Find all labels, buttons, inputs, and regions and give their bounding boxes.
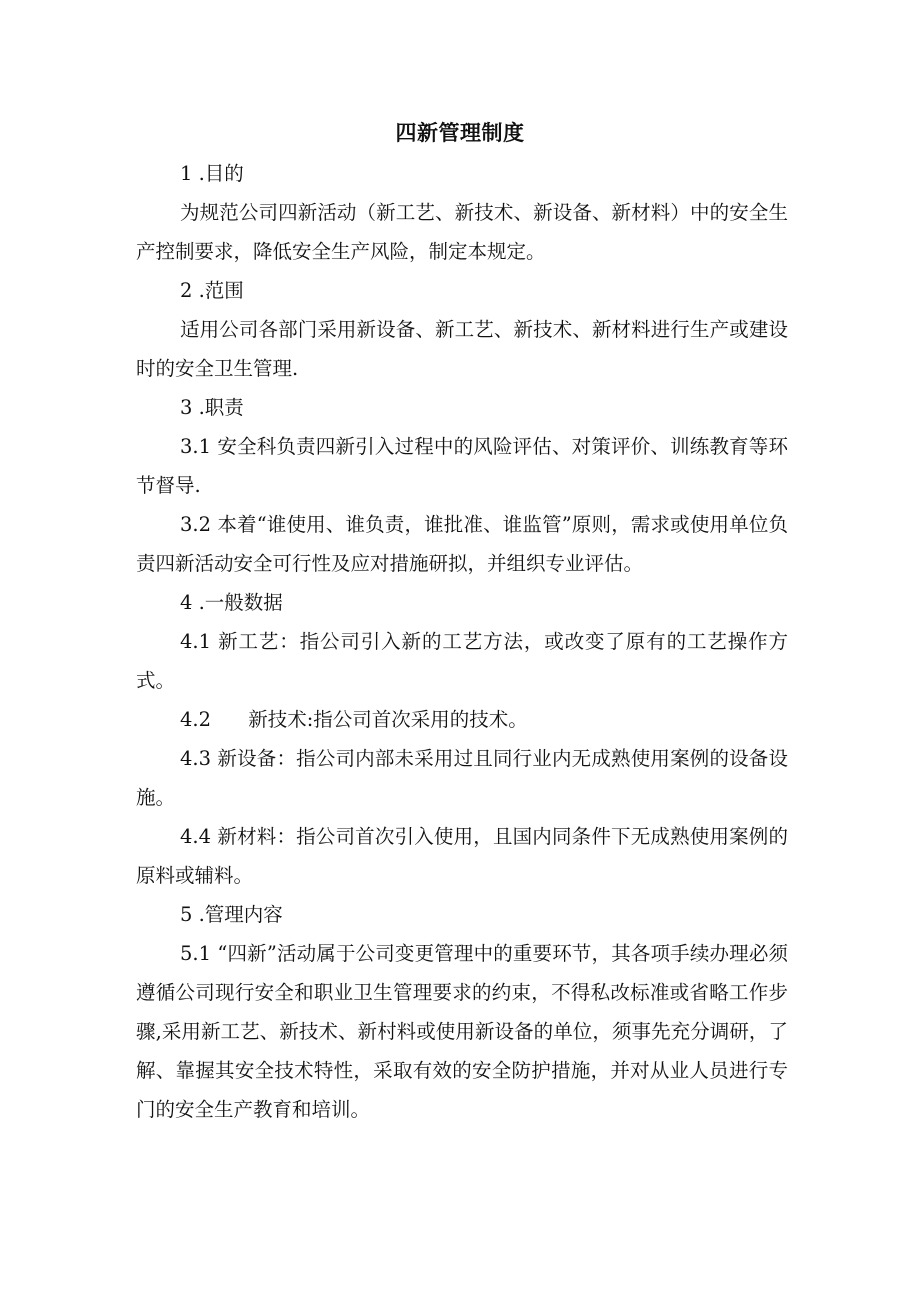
document-body [136, 154, 788, 1129]
paragraph-4-4: 4.4 新材料：指公司首次引入使用，且国内同条件下无成熟使用案例的原料或辅料。 [136, 825, 788, 887]
paragraph-3-1: 3.1 安全科负责四新引入过程中的风险评估、对策评价、训练教育等环节督导. [136, 435, 788, 497]
section-heading-general: 4 .一般数据 [180, 591, 283, 614]
section-heading-management: 5 .管理内容 [180, 903, 283, 926]
paragraph-3-2: 3.2 本着“谁使用、谁负责，谁批准、谁监管”原则，需求或使用单位负责四新活动安全可行性及应对措施研拟，并组织专业评估。 [136, 513, 788, 575]
paragraph-4-2: 4.2 新技术:指公司首次采用的技术。 [180, 708, 528, 731]
paragraph-4-3: 4.3 新设备：指公司内部未采用过且同行业内无成熟使用案例的设备设施。 [136, 747, 788, 809]
paragraph-purpose: 为规范公司四新活动（新工艺、新技术、新设备、新材料）中的安全生产控制要求，降低安全生产风险，制定本规定。 [136, 201, 788, 263]
paragraph-5-1: 5.1 “四新”活动属于公司变更管理中的重要环节，其各项手续办理必须遵循公司现行安全和职业卫生管理要求的约束，不得私改标准或省略工作步骤,采用新工艺、新技术、新村料或使用新设备的单位，须事先充分调研，了解、靠握其安全技术特性，采取有效的安全防护措施，并对从业人员进行专门的安全生产教育和培训。 [136, 942, 788, 1121]
paragraph-4-1: 4.1 新工艺：指公司引入新的工艺方法，或改变了原有的工艺操作方式。 [136, 630, 788, 692]
document-title: 四新管理制度 [395, 120, 525, 145]
paragraph-scope: 适用公司各部门采用新设备、新工艺、新技术、新材料进行生产或建设时的安全卫生管理. [136, 318, 788, 380]
section-heading-responsibilities: 3 .职责 [180, 396, 244, 419]
section-heading-scope: 2 .范围 [180, 279, 244, 302]
section-heading-purpose: 1 .目的 [180, 162, 244, 185]
